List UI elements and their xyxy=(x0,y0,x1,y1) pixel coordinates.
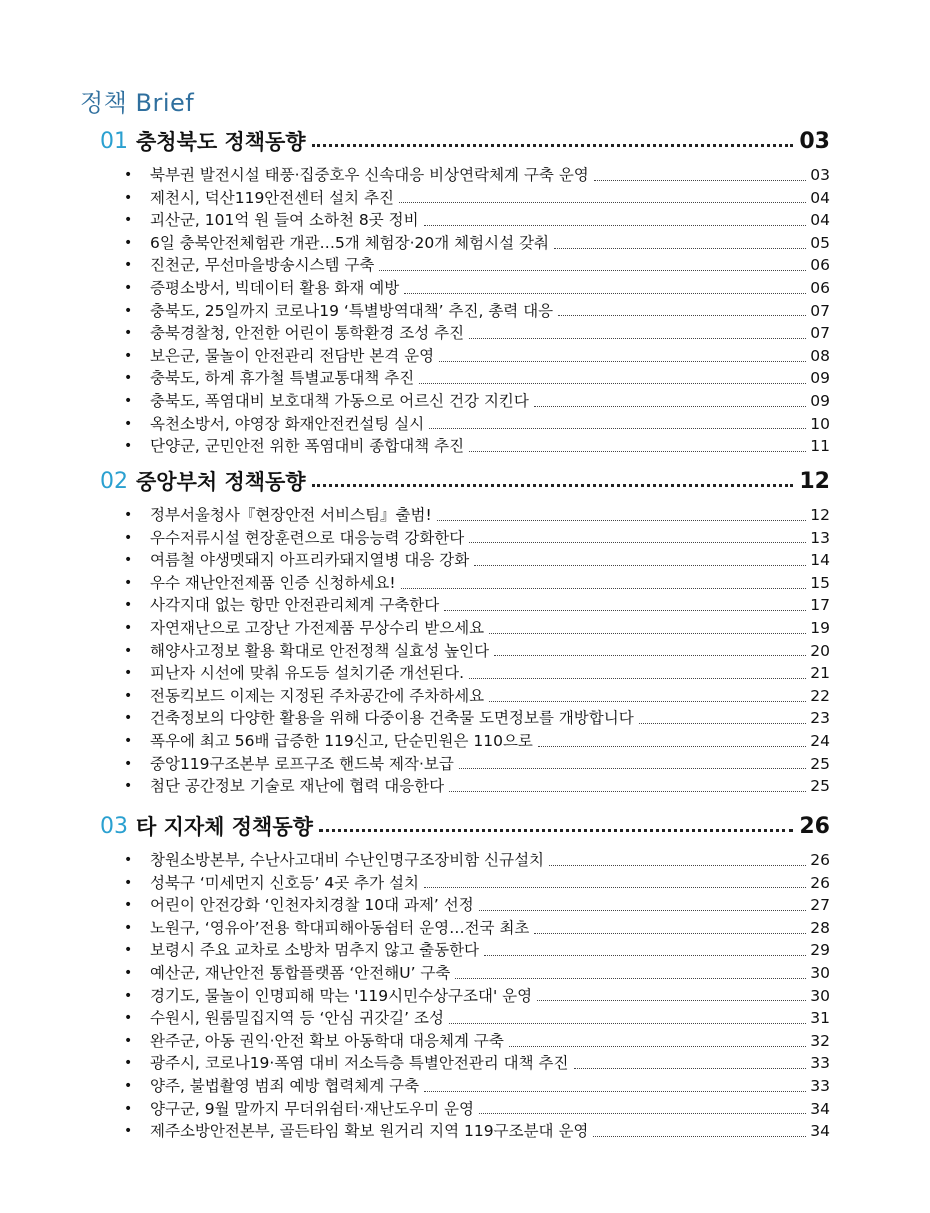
toc-item-list xyxy=(100,504,830,798)
bullet-icon: • xyxy=(124,415,133,432)
dot-leader xyxy=(594,168,807,181)
toc-entry-title: 진천군, 무선마을방송시스템 구축 xyxy=(150,256,375,275)
toc-entry-page-number: 22 xyxy=(810,686,830,705)
toc-item-list xyxy=(100,164,830,458)
bullet-icon: • xyxy=(124,1077,133,1094)
dot-leader xyxy=(429,416,806,429)
toc-entry xyxy=(100,640,830,663)
toc-entry-title: 우수 재난안전제품 인증 신청하세요! xyxy=(150,573,396,592)
toc-entry-page-number: 17 xyxy=(810,596,830,615)
toc-entry-page-number: 33 xyxy=(810,1076,830,1095)
toc-entry-page-number: 34 xyxy=(810,1099,830,1118)
toc-entry-title: 전동킥보드 이제는 지정된 주차공간에 주차하세요 xyxy=(150,686,485,705)
dot-leader xyxy=(469,439,806,452)
toc-entry xyxy=(100,164,830,187)
bullet-icon: • xyxy=(124,755,133,772)
bullet-icon: • xyxy=(124,665,133,682)
bullet-icon: • xyxy=(124,212,133,229)
toc-entry-title: 충북도, 폭염대비 보호대책 가동으로 어르신 건강 지킨다 xyxy=(150,391,529,410)
bullet-icon: • xyxy=(124,710,133,727)
dot-leader xyxy=(379,258,806,271)
toc-entry-title: 폭우에 최고 56배 급증한 119신고, 단순민원은 110으로 xyxy=(150,731,533,750)
toc-entry xyxy=(100,617,830,640)
toc-item-list xyxy=(100,849,830,1143)
bullet-icon: • xyxy=(124,438,133,455)
toc-entry xyxy=(100,753,830,776)
toc-entry-page-number: 11 xyxy=(810,437,830,456)
toc-entry-page-number: 15 xyxy=(810,573,830,592)
bullet-icon: • xyxy=(124,392,133,409)
toc-entry xyxy=(100,917,830,940)
toc-entry xyxy=(100,962,830,985)
toc-entry-title: 북부권 발전시설 태풍·집중호우 신속대응 비상연락체계 구축 운영 xyxy=(150,166,589,184)
toc-entry-title: 옥천소방서, 야영장 화재안전컨설팅 실시 xyxy=(150,414,425,433)
toc-entry-title: 해양사고정보 활용 확대로 안전정책 실효성 높인다 xyxy=(150,641,490,660)
toc-entry-title: 제천시, 덕산119안전센터 설치 추진 xyxy=(150,188,394,207)
toc-entry-title: 창원소방본부, 수난사고대비 수난인명구조장비함 신규설치 xyxy=(150,851,545,869)
toc-entry-page-number: 24 xyxy=(810,731,830,750)
toc-entry xyxy=(100,1075,830,1098)
toc-entry-page-number: 08 xyxy=(810,346,830,365)
dot-leader xyxy=(312,482,794,487)
bullet-icon: • xyxy=(124,874,133,891)
toc-entry-page-number: 28 xyxy=(810,918,830,937)
bullet-icon: • xyxy=(124,619,133,636)
toc-entry xyxy=(100,662,830,685)
toc-entry-title: 첨단 공간정보 기술로 재난에 협력 대응한다 xyxy=(150,777,445,796)
section-title: 중앙부처 정책동향 xyxy=(136,470,306,494)
dot-leader xyxy=(549,853,806,866)
dot-leader xyxy=(437,508,807,521)
toc-entry-title: 충북경찰청, 안전한 어린이 통학환경 조성 추진 xyxy=(150,324,465,343)
dot-leader xyxy=(534,394,806,407)
bullet-icon: • xyxy=(124,778,133,795)
toc-entry-page-number: 12 xyxy=(810,506,830,524)
toc-entry xyxy=(100,594,830,617)
bullet-icon: • xyxy=(124,370,133,387)
dot-leader xyxy=(469,326,806,339)
bullet-icon: • xyxy=(124,279,133,296)
toc-entry xyxy=(100,300,830,323)
toc-section-03 xyxy=(100,809,830,1143)
toc-entry xyxy=(100,872,830,895)
dot-leader xyxy=(449,779,806,792)
bullet-icon: • xyxy=(124,1055,133,1072)
toc-entry-page-number: 29 xyxy=(810,941,830,960)
bullet-icon: • xyxy=(124,325,133,342)
toc-entry-page-number: 20 xyxy=(810,641,830,660)
dot-leader xyxy=(534,921,806,934)
dot-leader xyxy=(455,966,806,979)
section-page-number: 03 xyxy=(799,128,830,154)
bullet-icon: • xyxy=(124,529,133,546)
section-number: 03 xyxy=(100,813,128,839)
toc-entry-page-number: 10 xyxy=(810,414,830,433)
bullet-icon: • xyxy=(124,302,133,319)
toc-entry-title: 예산군, 재난안전 통합플랫폼 ‘안전해U’ 구축 xyxy=(150,963,451,982)
toc-entry-page-number: 26 xyxy=(810,873,830,892)
dot-leader xyxy=(479,898,807,911)
toc-entry xyxy=(100,187,830,210)
toc-entry-title: 어린이 안전강화 ‘인천자치경찰 10대 과제’ 선정 xyxy=(150,896,474,915)
toc-entry-title: 수원시, 원룸밀집지역 등 ‘안심 귀갓길’ 조성 xyxy=(150,1009,444,1028)
toc-entry-page-number: 19 xyxy=(810,618,830,637)
toc-entry-page-number: 33 xyxy=(810,1054,830,1073)
dot-leader xyxy=(484,943,806,956)
bullet-icon: • xyxy=(124,234,133,251)
bullet-icon: • xyxy=(124,1100,133,1117)
toc-entry-title: 사각지대 없는 항만 안전관리체계 구축한다 xyxy=(150,596,440,615)
bullet-icon: • xyxy=(124,987,133,1004)
dot-leader xyxy=(489,689,806,702)
toc-entry xyxy=(100,1098,830,1121)
toc-entry-title: 피난자 시선에 맞춰 유도등 설치기준 개선된다. xyxy=(150,664,465,683)
bullet-icon: • xyxy=(124,597,133,614)
toc-entry xyxy=(100,572,830,595)
toc-entry xyxy=(100,232,830,255)
toc-entry xyxy=(100,685,830,708)
dot-leader xyxy=(558,303,806,316)
toc-entry xyxy=(100,985,830,1008)
section-number: 02 xyxy=(100,468,128,494)
dot-leader xyxy=(399,190,806,203)
toc-entry xyxy=(100,775,830,798)
toc-entry xyxy=(100,367,830,390)
toc-entry-title: 자연재난으로 고장난 가전제품 무상수리 받으세요 xyxy=(150,618,485,637)
toc-entry-page-number: 26 xyxy=(810,851,830,869)
toc-entry-page-number: 25 xyxy=(810,754,830,773)
section-number: 01 xyxy=(100,128,128,154)
dot-leader xyxy=(404,281,806,294)
toc-entry-title: 충북도, 하계 휴가철 특별교통대책 추진 xyxy=(150,369,415,388)
toc-entry-title: 광주시, 코로나19·폭염 대비 저소득층 특별안전관리 대책 추진 xyxy=(150,1054,569,1073)
toc-entry xyxy=(100,939,830,962)
dot-leader xyxy=(469,530,806,543)
toc-entry xyxy=(100,549,830,572)
toc-entry-page-number: 04 xyxy=(810,211,830,230)
dot-leader xyxy=(439,349,806,362)
toc-entry xyxy=(100,390,830,413)
bullet-icon: • xyxy=(124,189,133,206)
bullet-icon: • xyxy=(124,167,133,183)
toc-entry xyxy=(100,730,830,753)
toc-entry-title: 양구군, 9월 말까지 무더위쉼터·재난도우미 운영 xyxy=(150,1099,474,1118)
toc-entry-title: 정부서울청사『현장안전 서비스팀』출범! xyxy=(150,506,432,524)
dot-leader xyxy=(509,1034,806,1047)
dot-leader xyxy=(474,553,806,566)
toc-entry-title: 여름철 야생멧돼지 아프리카돼지열병 대응 강화 xyxy=(150,551,470,570)
bullet-icon: • xyxy=(124,732,133,749)
toc-entry-title: 양주, 불법촬영 범죄 예방 협력체계 구축 xyxy=(150,1076,420,1095)
toc-entry xyxy=(100,209,830,232)
toc-entry-page-number: 31 xyxy=(810,1009,830,1028)
dot-leader xyxy=(639,711,807,724)
toc-entry-title: 건축정보의 다양한 활용을 위해 다중이용 건축물 도면정보를 개방합니다 xyxy=(150,709,634,728)
toc-entry xyxy=(100,1030,830,1053)
dot-leader xyxy=(312,142,794,147)
dot-leader xyxy=(593,1124,806,1137)
toc-entry-title: 충북도, 25일까지 코로나19 ‘특별방역대책’ 추진, 총력 대응 xyxy=(150,301,554,320)
toc-entry-title: 보령시 주요 교차로 소방차 멈추지 않고 출동한다 xyxy=(150,941,480,960)
toc-entry-page-number: 03 xyxy=(810,166,830,184)
section-title: 타 지자체 정책동향 xyxy=(136,815,313,839)
dot-leader xyxy=(444,598,806,611)
toc-entry-title: 노원구, ‘영유아’전용 학대피해아동쉼터 운영…전국 최초 xyxy=(150,918,530,937)
bullet-icon: • xyxy=(124,897,133,914)
section-page-number: 12 xyxy=(799,468,830,494)
bullet-icon: • xyxy=(124,1032,133,1049)
toc-entry-page-number: 25 xyxy=(810,777,830,796)
dot-leader xyxy=(459,756,806,769)
toc-entry xyxy=(100,1007,830,1030)
toc-entry-title: 우수저류시설 현장훈련으로 대응능력 강화한다 xyxy=(150,528,465,547)
section-heading xyxy=(100,464,830,498)
bullet-icon: • xyxy=(124,919,133,936)
toc-entry xyxy=(100,707,830,730)
toc-entry-title: 보은군, 물놀이 안전관리 전담반 본격 운영 xyxy=(150,346,435,365)
toc-entry-page-number: 07 xyxy=(810,301,830,320)
bullet-icon: • xyxy=(124,642,133,659)
toc-entry xyxy=(100,527,830,550)
toc-entry-title: 경기도, 물놀이 인명피해 막는 '119시민수상구조대' 운영 xyxy=(150,986,533,1005)
bullet-icon: • xyxy=(124,942,133,959)
toc-entry xyxy=(100,277,830,300)
toc-entry xyxy=(100,849,830,872)
toc-entry xyxy=(100,435,830,458)
toc-entry-page-number: 27 xyxy=(810,896,830,915)
bullet-icon: • xyxy=(124,507,133,523)
toc-entry-page-number: 14 xyxy=(810,551,830,570)
toc-entry xyxy=(100,894,830,917)
toc-entry xyxy=(100,413,830,436)
toc-entry xyxy=(100,254,830,277)
toc-entry-page-number: 06 xyxy=(810,256,830,275)
section-page-number: 26 xyxy=(799,813,830,839)
bullet-icon: • xyxy=(124,1010,133,1027)
dot-leader xyxy=(424,1079,806,1092)
toc-entry-page-number: 32 xyxy=(810,1031,830,1050)
bullet-icon: • xyxy=(124,552,133,569)
toc-entry xyxy=(100,322,830,345)
toc-entry-page-number: 06 xyxy=(810,278,830,297)
dot-leader xyxy=(537,988,806,1001)
section-heading xyxy=(100,809,830,843)
bullet-icon: • xyxy=(124,574,133,591)
dot-leader xyxy=(489,621,806,634)
toc-entry-title: 성북구 ‘미세먼지 신호등’ 4곳 추가 설치 xyxy=(150,873,419,892)
toc-entry xyxy=(100,1120,830,1143)
toc-entry-page-number: 23 xyxy=(810,709,830,728)
toc-entry-title: 6일 충북안전체험관 개관…5개 체험장·20개 체험시설 갖춰 xyxy=(150,233,549,252)
toc-entry-page-number: 34 xyxy=(810,1122,830,1141)
toc-entry-page-number: 05 xyxy=(810,233,830,252)
toc-entry-title: 중앙119구조본부 로프구조 핸드북 제작·보급 xyxy=(150,754,454,773)
toc-entry-page-number: 07 xyxy=(810,324,830,343)
toc-entry-title: 증평소방서, 빅데이터 활용 화재 예방 xyxy=(150,278,400,297)
toc-entry-page-number: 13 xyxy=(810,528,830,547)
toc-entry-title: 완주군, 아동 권익·안전 확보 아동학대 대응체계 구축 xyxy=(150,1031,504,1050)
section-heading xyxy=(100,124,830,158)
toc-section-02 xyxy=(100,464,830,798)
toc-entry xyxy=(100,345,830,368)
dot-leader xyxy=(554,236,806,249)
toc-section-01 xyxy=(100,124,830,458)
bullet-icon: • xyxy=(124,964,133,981)
toc-entry-page-number: 21 xyxy=(810,664,830,683)
bullet-icon: • xyxy=(124,257,133,274)
toc-entry-page-number: 09 xyxy=(810,391,830,410)
bullet-icon: • xyxy=(124,1123,133,1140)
toc-entry-page-number: 30 xyxy=(810,963,830,982)
dot-leader xyxy=(494,643,806,656)
toc-entry-page-number: 09 xyxy=(810,369,830,388)
toc-entry-page-number: 30 xyxy=(810,986,830,1005)
bullet-icon: • xyxy=(124,687,133,704)
page-title: 정책 Brief xyxy=(80,89,195,117)
dot-leader xyxy=(479,1101,806,1114)
toc-entry-title: 제주소방안전본부, 골든타임 확보 원거리 지역 119구조분대 운영 xyxy=(150,1122,589,1141)
toc-entry-page-number: 04 xyxy=(810,188,830,207)
toc-entry-title: 단양군, 군민안전 위한 폭염대비 종합대책 추진 xyxy=(150,437,465,456)
dot-leader xyxy=(419,371,806,384)
toc-entry xyxy=(100,1052,830,1075)
bullet-icon: • xyxy=(124,347,133,364)
dot-leader xyxy=(424,213,807,226)
dot-leader xyxy=(401,576,807,589)
bullet-icon: • xyxy=(124,852,133,868)
dot-leader xyxy=(449,1011,806,1024)
dot-leader xyxy=(538,734,806,747)
toc-entry xyxy=(100,504,830,527)
dot-leader xyxy=(424,875,806,888)
section-title: 충청북도 정책동향 xyxy=(136,130,306,154)
dot-leader xyxy=(574,1056,807,1069)
dot-leader xyxy=(469,666,806,679)
toc-entry-title: 괴산군, 101억 원 들여 소하천 8곳 정비 xyxy=(150,211,419,230)
dot-leader xyxy=(319,827,793,832)
